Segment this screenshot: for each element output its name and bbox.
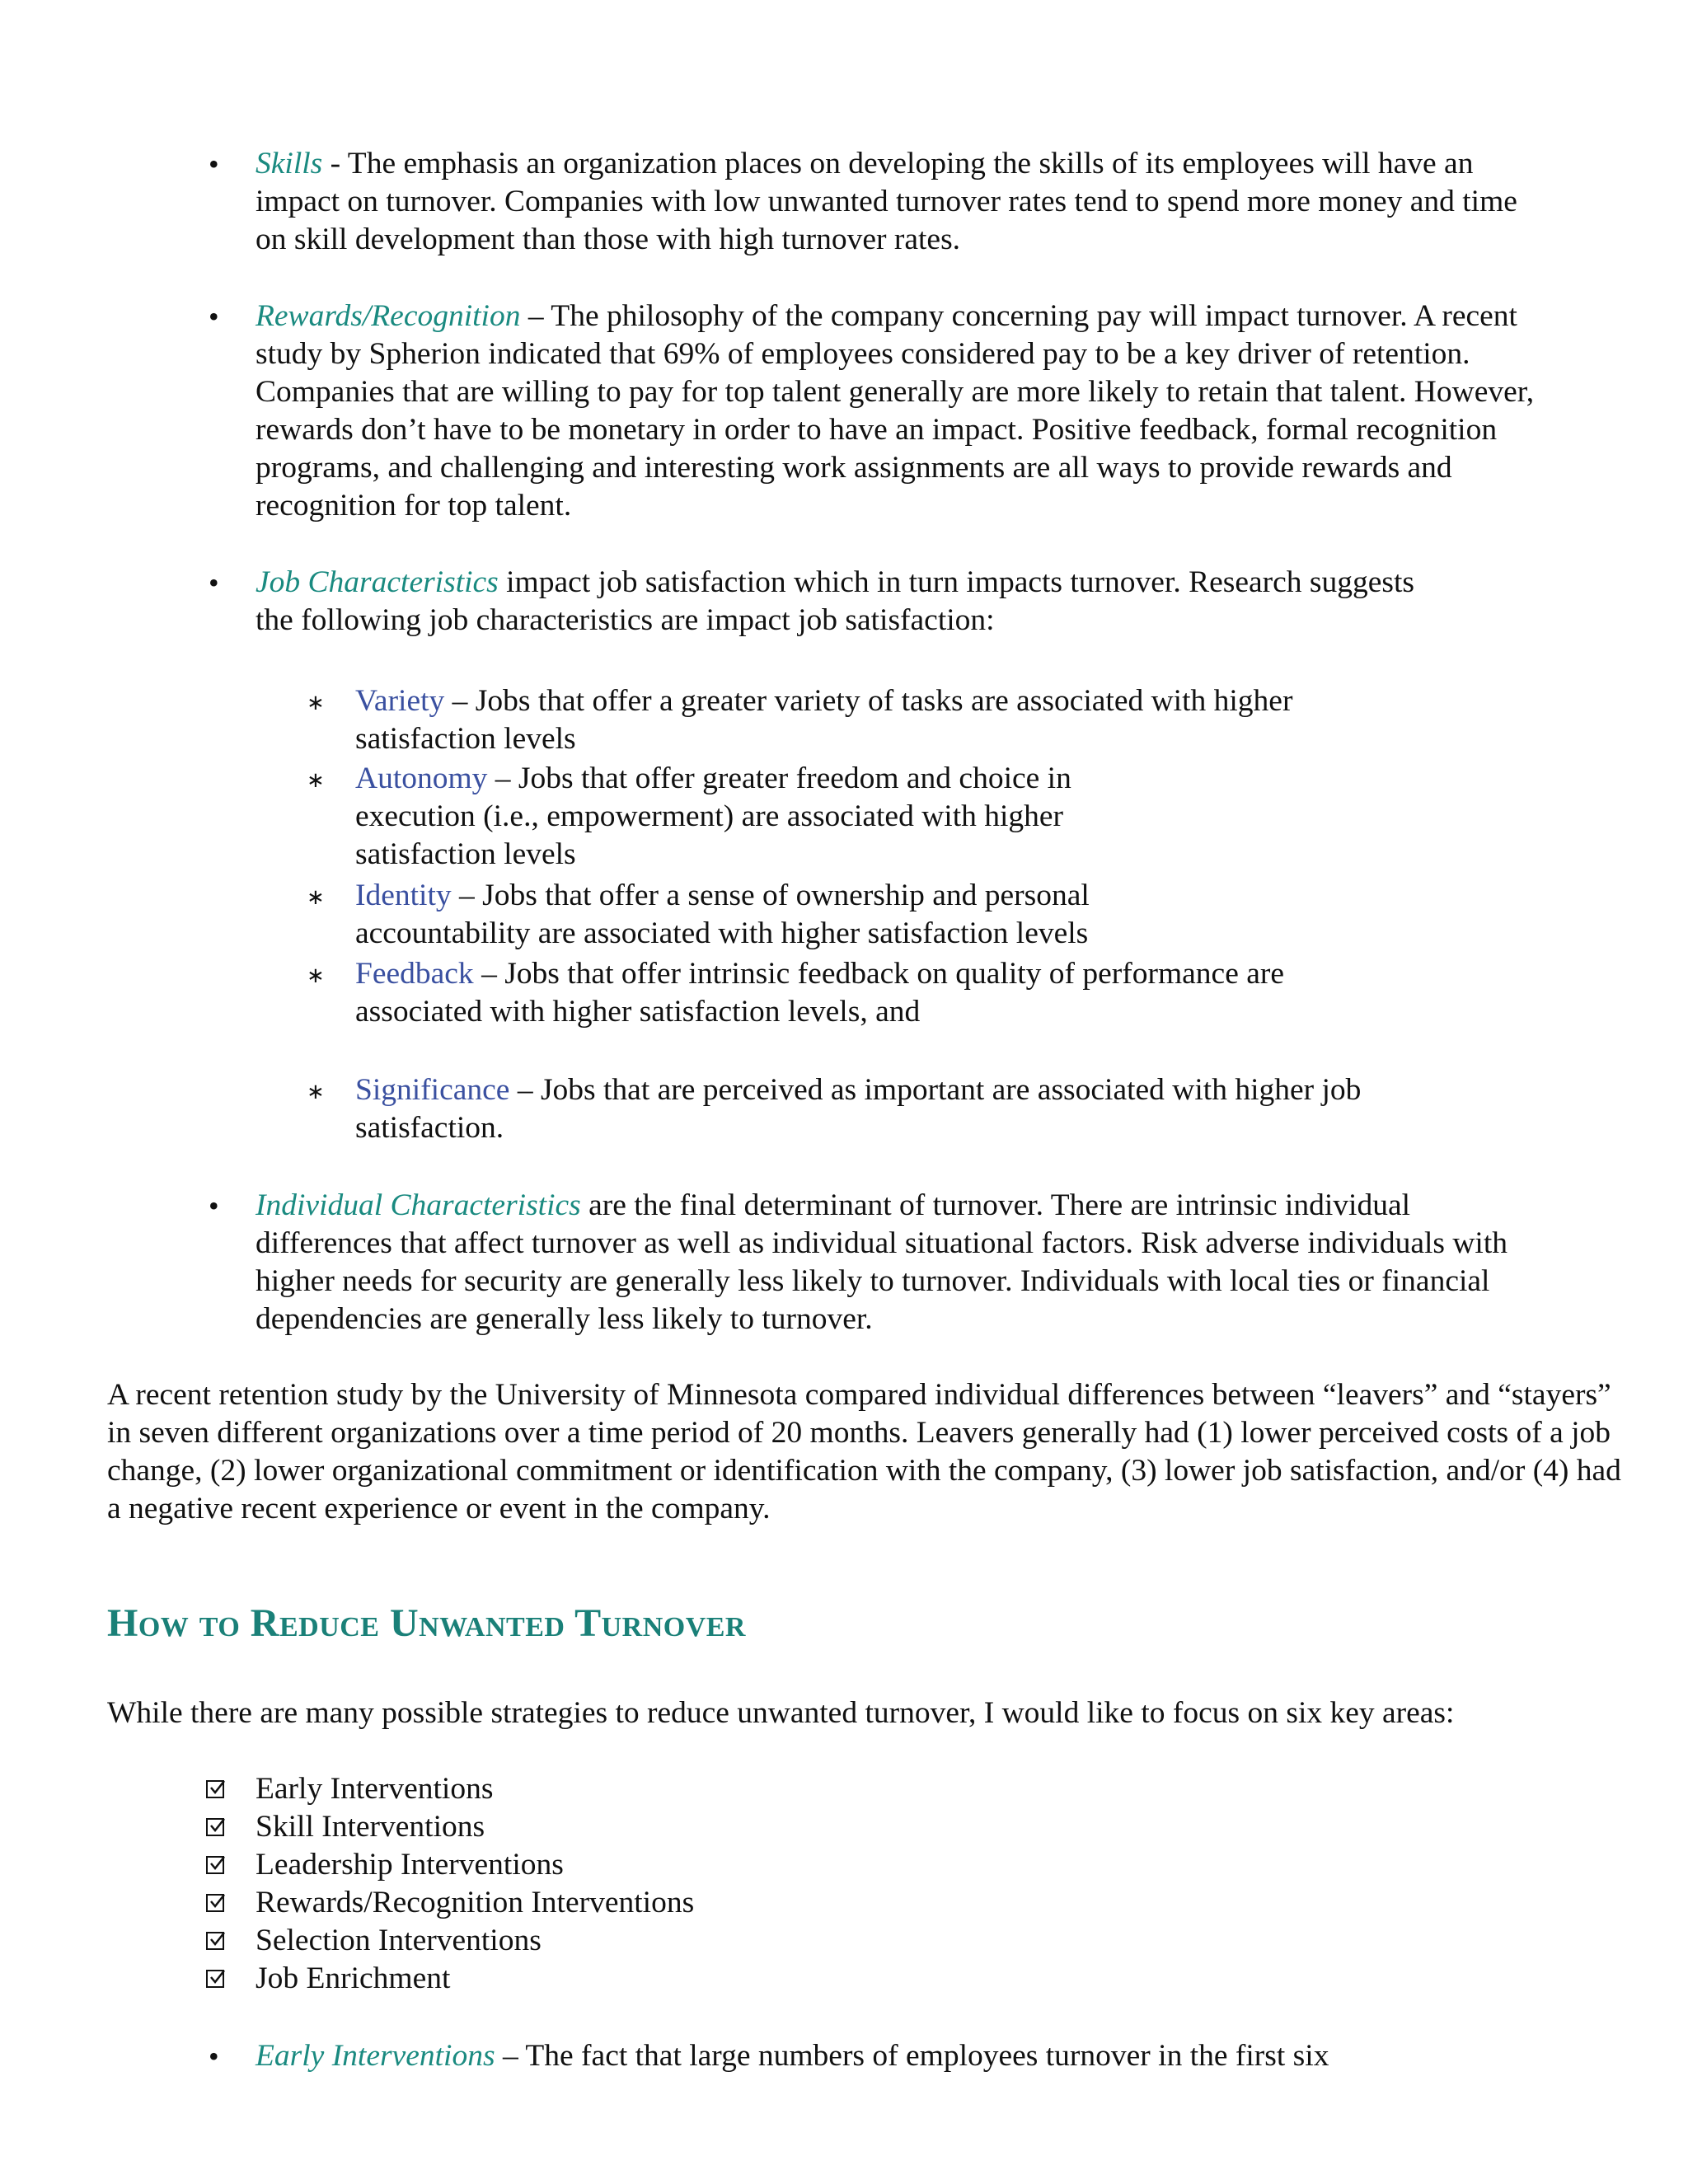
bullet-rewards-text: – The philosophy of the company concerning pay will impact turnover. A recent study by Spherion indicated that 69% of employees considered pay to be a key driver of retention. Companies that are willing to pay for top talent generally are more likely to retain that talent. However, rewards don’t have to be monetary in order to have an impact. Positive feedback, formal recognition programs, and challenging and interesting work assignments are all ways to provide rewards and recognition for top talent. <box>256 299 1535 523</box>
sub-item-variety <box>307 682 1410 758</box>
checked-box-icon <box>206 1932 224 1950</box>
retention-study-paragraph: A recent retention study by the University of Minnesota compared individual differences between “leavers” and “stayers” in seven different organizations over a time period of 20 months. Leavers generally had (1) lower perceived costs of a job change, (2) lower organizational commitment or identification with the company, (3) lower job satisfaction, and/or (4) had a negative recent experience or event in the company. <box>107 1378 1621 1526</box>
term-feedback: Feedback <box>355 957 474 991</box>
sub-item-autonomy <box>307 760 1146 874</box>
bullet-job-characteristics <box>209 564 1426 640</box>
term-skills: Skills <box>256 147 323 180</box>
bullet-dot-icon: • <box>209 2040 219 2073</box>
bullet-early-interventions <box>209 2037 1541 2075</box>
term-significance: Significance <box>355 1073 510 1107</box>
feedback-text: – Jobs that offer intrinsic feedback on quality of performance are associated with higher satisfaction levels, and <box>355 957 1285 1029</box>
term-rewards-recognition: Rewards/Recognition <box>256 299 521 333</box>
list-item <box>256 1846 694 1884</box>
key-area-label: Skill Interventions <box>256 1810 485 1844</box>
identity-text: – Jobs that offer a sense of ownership and personal accountability are associated with higher satisfaction levels <box>355 879 1090 950</box>
checked-box-icon <box>206 1856 224 1874</box>
list-item <box>256 1770 694 1808</box>
term-variety: Variety <box>355 684 445 718</box>
asterisk-icon: ∗ <box>307 768 325 793</box>
bullet-dot-icon: • <box>209 1189 219 1222</box>
bullet-dot-icon: • <box>209 148 219 180</box>
checked-box-icon <box>206 1894 224 1912</box>
checked-box-icon <box>206 1818 224 1836</box>
bullet-skills-text: - The emphasis an organization places on developing the skills of its employees will have an impact on turnover. Companies with low unwanted turnover rates tend to spend more money and time on skill development than those with high turnover rates. <box>256 147 1517 256</box>
bullet-skills <box>209 145 1541 259</box>
list-item <box>256 1808 694 1846</box>
bullet-job-characteristics-text: impact job satisfaction which in turn impacts turnover. Research suggests the following job characteristics are impact job satisfaction: <box>256 565 1414 637</box>
intro-paragraph: While there are many possible strategies to reduce unwanted turnover, I would like to focus on six key areas: <box>107 1696 1455 1730</box>
key-area-label: Job Enrichment <box>256 1961 451 1995</box>
key-area-label: Leadership Interventions <box>256 1848 564 1882</box>
list-item <box>256 1922 694 1960</box>
section-heading: How to Reduce Unwanted Turnover <box>107 1601 746 1645</box>
early-interventions-text: – The fact that large numbers of employees turnover in the first six <box>495 2039 1329 2073</box>
bullet-dot-icon: • <box>209 566 219 599</box>
bullet-rewards-recognition <box>209 298 1550 525</box>
bullet-individual-characteristics <box>209 1187 1550 1338</box>
asterisk-icon: ∗ <box>307 885 325 910</box>
autonomy-text: – Jobs that offer greater freedom and choice in execution (i.e., empowerment) are associated with higher satisfaction levels <box>355 762 1071 871</box>
term-early-interventions: Early Interventions <box>256 2039 495 2073</box>
asterisk-icon: ∗ <box>307 691 325 715</box>
term-identity: Identity <box>355 879 452 912</box>
individual-characteristics-text: are the final determinant of turnover. There are intrinsic individual differences that affect turnover as well as individual situational factors. Risk adverse individuals with higher needs for security are generally less likely to turnover. Individuals with local ties or financial dependencies are generally less likely to turnover. <box>256 1188 1508 1336</box>
sub-item-significance <box>307 1071 1418 1147</box>
key-areas-list <box>256 1770 694 1998</box>
sub-item-identity <box>307 877 1179 953</box>
term-individual-characteristics: Individual Characteristics <box>256 1188 581 1222</box>
key-area-label: Selection Interventions <box>256 1924 542 1957</box>
asterisk-icon: ∗ <box>307 1080 325 1104</box>
significance-text: – Jobs that are perceived as important are associated with higher job satisfaction. <box>355 1073 1362 1145</box>
checked-box-icon <box>206 1780 224 1798</box>
term-autonomy: Autonomy <box>355 762 488 795</box>
list-item <box>256 1960 694 1998</box>
key-area-label: Rewards/Recognition Interventions <box>256 1886 695 1919</box>
sub-item-feedback <box>307 955 1394 1031</box>
list-item <box>256 1884 694 1922</box>
asterisk-icon: ∗ <box>307 963 325 988</box>
term-job-characteristics: Job Characteristics <box>256 565 499 599</box>
variety-text: – Jobs that offer a greater variety of tasks are associated with higher satisfaction levels <box>355 684 1293 756</box>
key-area-label: Early Interventions <box>256 1772 494 1806</box>
checked-box-icon <box>206 1970 224 1988</box>
bullet-dot-icon: • <box>209 300 219 333</box>
